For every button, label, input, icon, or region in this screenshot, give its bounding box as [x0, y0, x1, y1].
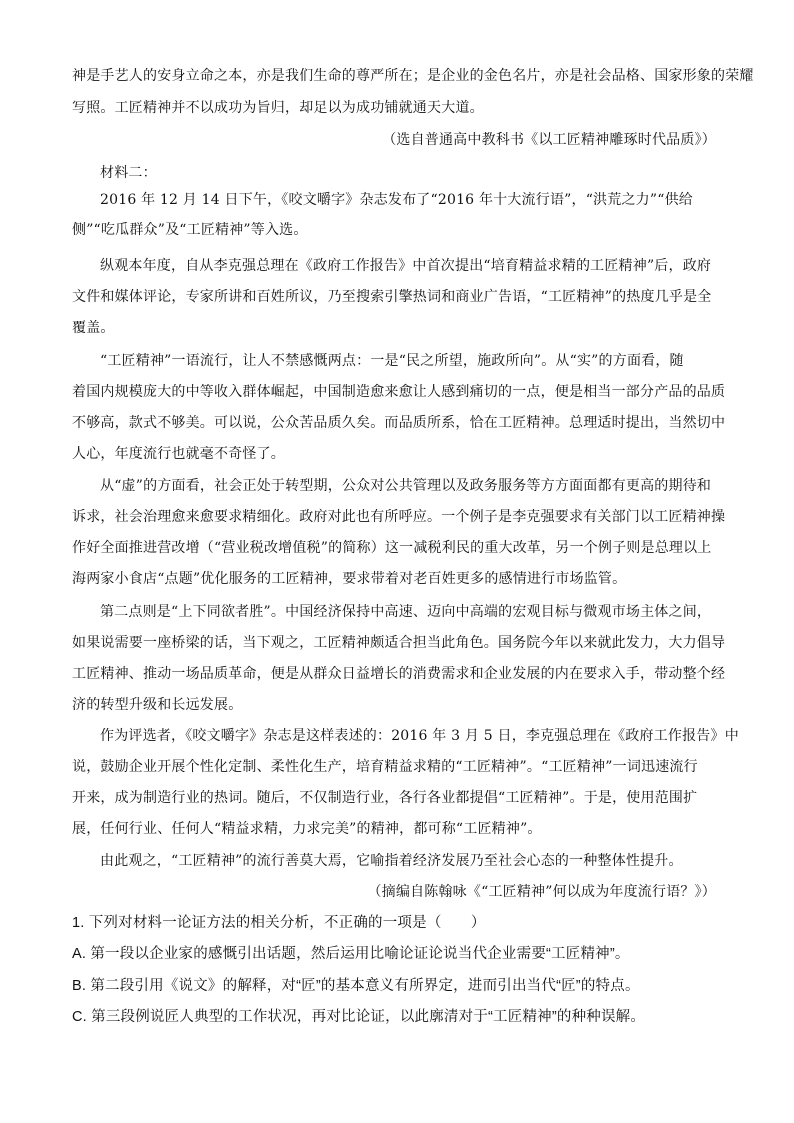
paragraph-line: 工匠精神、推动一场品质革命，便是从群众日益增长的消费需求和企业发展的内在要求入手，带动整个经 [72, 666, 726, 682]
material2-label: 材料二： [100, 165, 157, 181]
paragraph-line: 展，任何行业、任何人“精益求精，力求完美”的精神，都可称“工匠精神”。 [72, 821, 542, 837]
paragraph-line: 不够高，款式不够美。可以说，公众苦品质久矣。而品质所系，恰在工匠精神。总理适时提出，当然切中 [72, 415, 726, 431]
option-c: C. 第三段例说匠人典型的工作状况，再对比论证，以此廓清对于“工匠精神”的种种误解。 [72, 1009, 646, 1025]
material1-line: 神是手艺人的安身立命之本，亦是我们生命的尊严所在；是企业的金色名片，亦是社会品格、国家形象的荣耀 [72, 68, 754, 84]
paragraph-line: 说，鼓励企业开展个性化定制、柔性化生产，培育精益求精的“工匠精神”。“工匠精神”一词迅速流行 [72, 759, 698, 775]
paragraph-line: 由此观之，“工匠精神”的流行善莫大焉，它喻指着经济发展乃至社会心态的一种整体性提升。 [100, 853, 683, 869]
paragraph-line: 纵观本年度，自从李克强总理在《政府工作报告》中首次提出“培育精益求精的工匠精神”后，政府 [100, 258, 712, 274]
question-stem: 1. 下列对材料一论证方法的相关分析，不正确的一项是（ ） [72, 915, 486, 931]
material1-source: （选自普通高中教科书《以工匠精神雕琢时代品质》） [382, 132, 716, 148]
material1-line: 写照。工匠精神并不以成功为旨归，却足以为成功铺就通天大道。 [72, 100, 484, 116]
paragraph-line: 着国内规模庞大的中等收入群体崛起，中国制造愈来愈让人感到痛切的一点，便是相当一部分产品的品质 [72, 384, 726, 400]
option-b: B. 第二段引用《说文》的解释，对“匠”的基本意义有所界定，进而引出当代“匠”的特点。 [72, 978, 640, 994]
paragraph-line: 作好全面推进营改增（“营业税改增值税”的简称）这一减税利民的重大改革，另一个例子则是总理以上 [72, 540, 712, 556]
paragraph-line: 2016 年 12 月 14 日下午，《咬文嚼字》杂志发布了“2016 年十大流行语”，“洪荒之力”“供给 [100, 192, 693, 208]
paragraph-line: 作为评选者，《咬文嚼字》杂志是这样表述的：2016 年 3 月 5 日，李克强总理在《政府工作报告》中 [100, 728, 739, 744]
paragraph-line: 开来，成为制造行业的热词。随后，不仅制造行业，各行各业都提倡“工匠精神”。于是，使用范围扩 [72, 790, 698, 806]
paragraph-line: 文件和媒体评论，专家所讲和百姓所议，乃至搜索引擎热词和商业广告语，“工匠精神”的热度几乎是全 [72, 289, 712, 305]
paragraph-line: 侧”“吃瓜群众”及“工匠精神”等入选。 [72, 222, 308, 238]
paragraph-line: 如果说需要一座桥梁的话，当下观之，工匠精神颇适合担当此角色。国务院今年以来就此发力，大力倡导 [72, 635, 726, 651]
paragraph-line: 第二点则是“上下同欲者胜”。中国经济保持中高速、迈向中高端的宏观目标与微观市场主体之间， [100, 604, 712, 620]
paragraph-line: 从“虚”的方面看，社会正处于转型期，公众对公共管理以及政务服务等方方面面都有更高的期待和 [100, 478, 712, 494]
paragraph-line: 覆盖。 [72, 320, 115, 336]
paragraph-line: 诉求，社会治理愈来愈要求精细化。政府对此也有所呼应。一个例子是李克强要求有关部门以工匠精神操 [72, 509, 726, 525]
material2-source: （摘编自陈翰咏《“工匠精神”何以成为年度流行语？》） [367, 884, 716, 900]
paragraph-line: 济的转型升级和长远发展。 [72, 697, 243, 713]
paragraph-line: 海两家小食店“点题”优化服务的工匠精神，要求带着对老百姓更多的感情进行市场监管。 [72, 571, 627, 587]
option-a: A. 第一段以企业家的感慨引出话题，然后运用比喻论证论说当代企业需要“工匠精神”。 [72, 946, 630, 962]
paragraph-line: “工匠精神”一语流行，让人不禁感慨两点：一是“民之所望，施政所向”。从“实”的方面看，随 [100, 353, 684, 369]
paragraph-line: 人心，年度流行也就毫不奇怪了。 [72, 446, 285, 462]
